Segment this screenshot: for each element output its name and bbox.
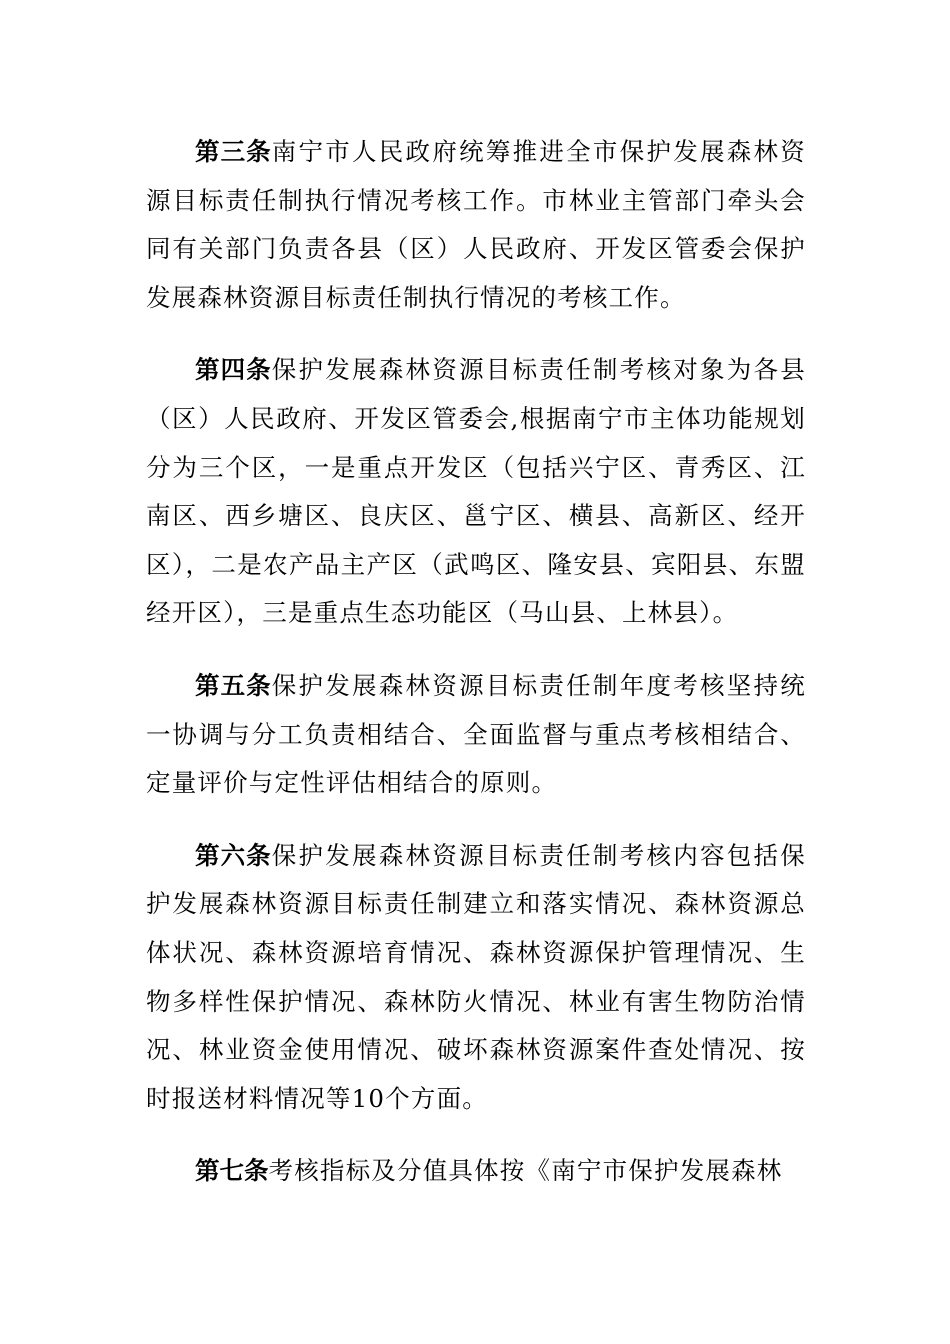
article-text: 保护发展森林资源目标责任制年度考核坚持统一协调与分工负责相结合、全面监督与重点考核相结合、定量评价与定性评估相结合的原则。 bbox=[146, 670, 807, 798]
article-text: 南宁市人民政府统筹推进全市保护发展森林资源目标责任制执行情况考核工作。市林业主管部门牵头会同有关部门负责各县（区）人民政府、开发区管委会保护发展森林资源目标责任制执行情况的考核工作。 bbox=[146, 137, 807, 312]
article-label: 第六条 bbox=[195, 840, 272, 870]
article-text: 考核指标及分值具体按《南宁市保护发展森林 bbox=[268, 1156, 783, 1186]
article-label: 第五条 bbox=[195, 670, 272, 700]
article-label: 第四条 bbox=[195, 355, 272, 385]
article-6 bbox=[146, 832, 806, 1124]
article-label: 第三条 bbox=[195, 137, 272, 166]
article-7 bbox=[146, 1147, 806, 1196]
article-5 bbox=[146, 662, 806, 808]
article-4 bbox=[146, 346, 806, 638]
article-text: 保护发展森林资源目标责任制考核对象为各县（区）人民政府、开发区管委会,根据南宁市主体功能规划分为三个区，一是重点开发区（包括兴宁区、青秀区、江南区、西乡塘区、良庆区、邕宁区、横县、高新区、经开区），二是农产品主产区（武鸣区、隆安县、宾阳县、东盟经开区），三是重点生态功能区（马山县、上林县）。 bbox=[146, 355, 807, 628]
article-label: 第七条 bbox=[195, 1156, 269, 1186]
document-page bbox=[146, 128, 806, 1220]
article-3 bbox=[146, 128, 806, 322]
article-text: 保护发展森林资源目标责任制考核内容包括保护发展森林资源目标责任制建立和落实情况、森林资源总体状况、森林资源培育情况、森林资源保护管理情况、生物多样性保护情况、森林防火情况、林业有害生物防治情况、林业资金使用情况、破坏森林资源案件查处情况、按时报送材料情况等10个方面。 bbox=[146, 840, 807, 1113]
